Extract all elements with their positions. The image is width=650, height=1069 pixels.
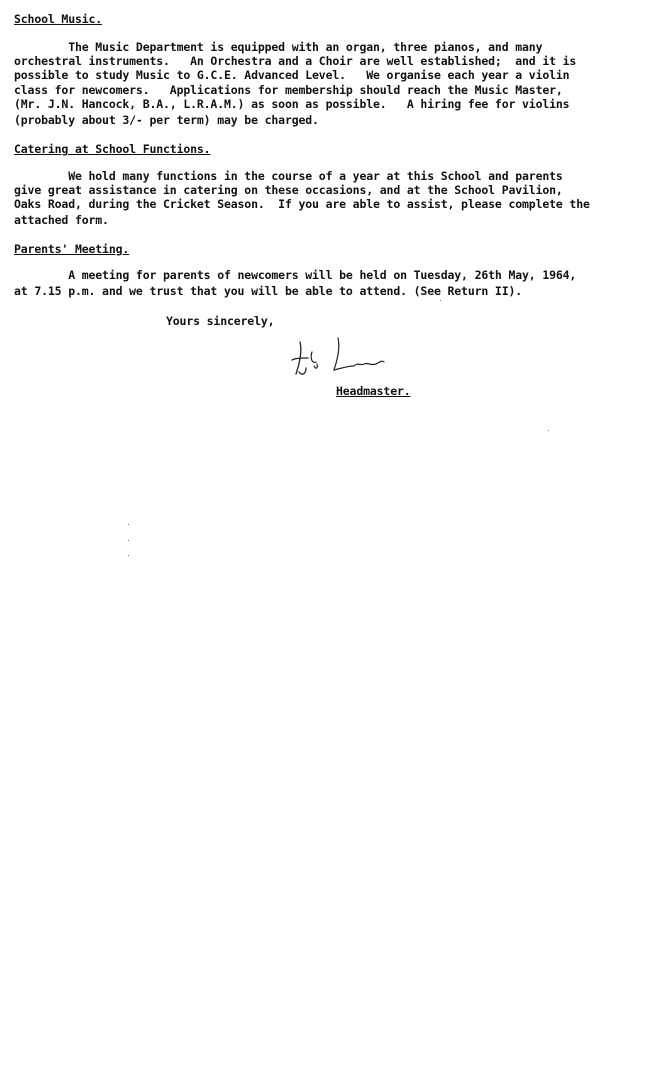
scan-speck [548, 430, 549, 431]
heading-parents-meeting: Parents' Meeting. [14, 242, 130, 256]
scan-speck [128, 524, 129, 525]
heading-catering: Catering at School Functions. [14, 142, 211, 156]
scan-speck [128, 555, 129, 556]
scan-speck [128, 540, 129, 541]
handwritten-signature [290, 336, 386, 382]
scan-speck [440, 300, 441, 301]
school-music-line-5: (Mr. J.N. Hancock, B.A., L.R.A.M.) as soon as possible. A hiring fee for violins [14, 97, 570, 111]
catering-line-4: attached form. [14, 213, 109, 227]
catering-line-3: Oaks Road, during the Cricket Season. If you are able to assist, please complete the [14, 197, 590, 211]
heading-school-music: School Music. [14, 12, 103, 26]
school-music-line-2: orchestral instruments. An Orchestra and a Choir are well established; and it is [14, 54, 577, 68]
meeting-line-1: A meeting for parents of newcomers will be held on Tuesday, 26th May, 1964, [14, 268, 577, 282]
school-music-line-3: possible to study Music to G.C.E. Advanced Level. We organise each year a violin [14, 68, 570, 82]
catering-line-1: We hold many functions in the course of a year at this School and parents [14, 169, 563, 183]
school-music-line-6: (probably about 3/- per term) may be charged. [14, 113, 319, 127]
catering-line-2: give great assistance in catering on these occasions, and at the School Pavilion, [14, 183, 563, 197]
meeting-line-2: at 7.15 p.m. and we trust that you will be able to attend. (See Return II). [14, 284, 523, 298]
school-music-line-1: The Music Department is equipped with an organ, three pianos, and many [14, 40, 543, 54]
signature-title: Headmaster. [336, 384, 411, 398]
closing-text: Yours sincerely, [166, 314, 275, 328]
school-music-line-4: class for newcomers. Applications for membership should reach the Music Master, [14, 83, 563, 97]
